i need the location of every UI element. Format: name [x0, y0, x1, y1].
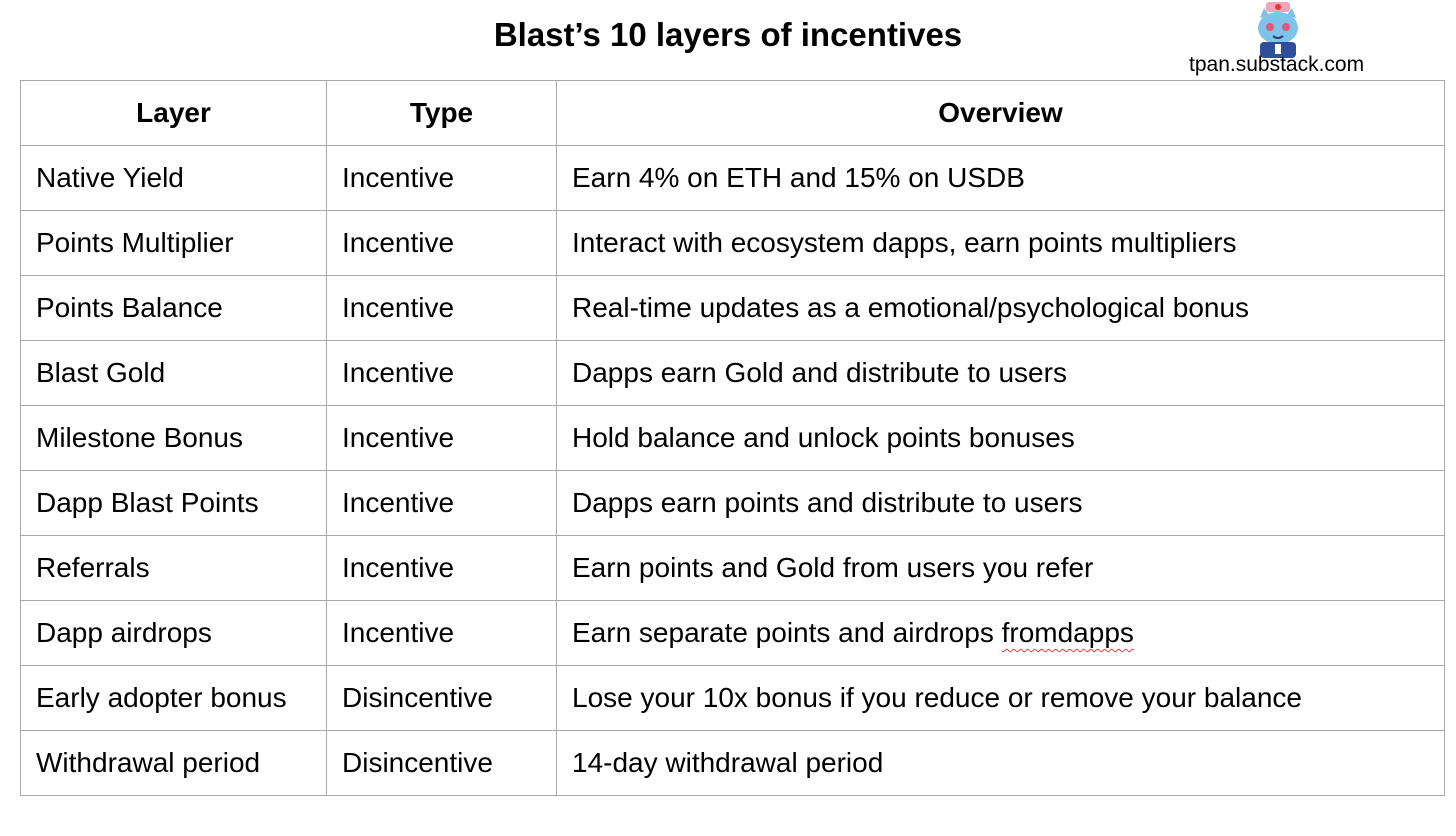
table-row: [21, 536, 1445, 601]
type-cell: Incentive: [327, 146, 557, 211]
overview-cell: Interact with ecosystem dapps, earn points multipliers: [557, 211, 1445, 276]
overview-cell: Real-time updates as a emotional/psychological bonus: [557, 276, 1445, 341]
overview-cell: Lose your 10x bonus if you reduce or remove your balance: [557, 666, 1445, 731]
type-cell: Incentive: [327, 471, 557, 536]
overview-cell: Dapps earn Gold and distribute to users: [557, 341, 1445, 406]
layer-cell: Milestone Bonus: [21, 406, 327, 471]
overview-cell: Earn points and Gold from users you refer: [557, 536, 1445, 601]
overview-cell: 14-day withdrawal period: [557, 731, 1445, 796]
table-row: [21, 276, 1445, 341]
table-row: [21, 731, 1445, 796]
table-row: [21, 211, 1445, 276]
page-title: Blast’s 10 layers of incentives: [493, 16, 963, 53]
type-cell: Disincentive: [327, 666, 557, 731]
type-cell: Disincentive: [327, 731, 557, 796]
table-row: [21, 341, 1445, 406]
layer-cell: Points Balance: [21, 276, 327, 341]
layer-cell: Dapp Blast Points: [21, 471, 327, 536]
header-type: Type: [327, 81, 557, 146]
overview-text: Earn separate points and airdrops: [572, 617, 1002, 648]
overview-cell: Dapps earn points and distribute to users: [557, 471, 1445, 536]
layer-cell: Early adopter bonus: [21, 666, 327, 731]
layer-cell: Referrals: [21, 536, 327, 601]
layer-cell: Blast Gold: [21, 341, 327, 406]
table-header-row: [21, 81, 1445, 146]
type-cell: Incentive: [327, 211, 557, 276]
header-overview: Overview: [557, 81, 1445, 146]
type-cell: Incentive: [327, 341, 557, 406]
overview-cell: Earn 4% on ETH and 15% on USDB: [557, 146, 1445, 211]
type-cell: Incentive: [327, 601, 557, 666]
header-layer: Layer: [21, 81, 327, 146]
layer-cell: Withdrawal period: [21, 731, 327, 796]
table-row: [21, 666, 1445, 731]
table-row: [21, 406, 1445, 471]
mascot-icon: [1248, 0, 1308, 58]
table-row: [21, 601, 1445, 666]
overview-cell: Hold balance and unlock points bonuses: [557, 406, 1445, 471]
type-cell: Incentive: [327, 276, 557, 341]
overview-cell: [557, 601, 1445, 666]
type-cell: Incentive: [327, 536, 557, 601]
layer-cell: Native Yield: [21, 146, 327, 211]
incentives-table: [20, 80, 1445, 796]
table-row: [21, 146, 1445, 211]
spellcheck-flagged-word: fromdapps: [1001, 617, 1134, 648]
source-url: tpan.substack.com: [1189, 53, 1365, 76]
layer-cell: Points Multiplier: [21, 211, 327, 276]
layer-cell: Dapp airdrops: [21, 601, 327, 666]
type-cell: Incentive: [327, 406, 557, 471]
table-row: [21, 471, 1445, 536]
